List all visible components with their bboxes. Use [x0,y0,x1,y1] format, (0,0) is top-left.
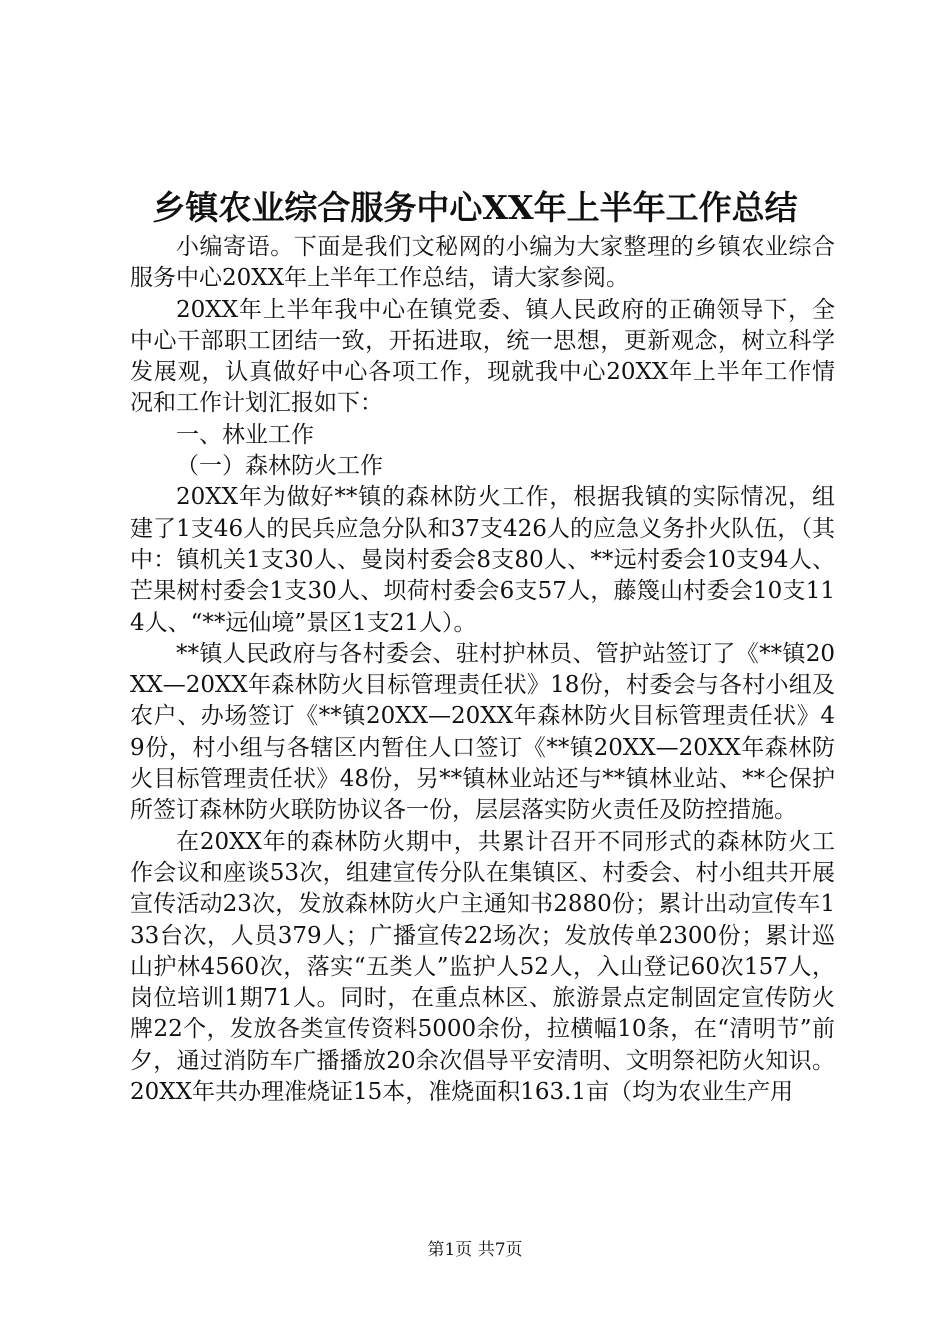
paragraph-fire-teams: 20XX年为做好**镇的森林防火工作，根据我镇的实际情况，组建了1支46人的民兵应急分队和37支426人的应急义务扑火队伍，（其中：镇机关1支30人、曼岗村委会8支80人、**远村委会10支94人、芒果树村委会1支30人、坝荷村委会6支57人，藤篾山村委会10支114人、“**远仙境”景区1支21人）。 [130,484,835,636]
subsection-heading-fire-prevention: （一）森林防火工作 [176,453,383,480]
paragraph-responsibility-agreements: **镇人民政府与各村委会、驻村护林员、管护站签订了《**镇20XX—20XX年森林防火目标管理责任状》18份，村委会与各村小组及农户、办场签订《**镇20XX—20XX年森林防火目标管理责任状》49份，村小组与各辖区内暂住人口签订《**镇20XX—20XX年森林防火目标管理责任状》48份，另**镇林业站还与**镇林业站、**仑保护所签订森林防火联防协议各一份，层层落实防火责任及防控措施。 [130,640,835,824]
paragraph-fire-season-activities: 在20XX年的森林防火期中，共累计召开不同形式的森林防火工作会议和座谈53次，组建宣传分队在集镇区、村委会、村小组共开展宣传活动23次，发放森林防火户主通知书2880份；累计出动宣传车133台次，人员379人；广播宣传22场次；发放传单2300份；累计巡山护林4560次，落实“五类人”监护人52人，入山登记60次157人，岗位培训1期71人。同时，在重点林区、旅游景点定制固定宣传防火牌22个，发放各类宣传资料5000余份，拉横幅10条，在“清明节”前夕，通过消防车广播播放20余次倡导平安清明、文明祭祀防火知识。20XX年共办理准烧证15本，准烧面积163.1亩（均为农业生产用 [130,828,835,1106]
document-body [130,232,835,1108]
page-footer: 第1页 共7页 [427,1240,523,1260]
document-title: 乡镇农业综合服务中心XX年上半年工作总结 [152,188,798,227]
section-heading-forestry: 一、林业工作 [176,421,314,448]
paragraph-overview: 20XX年上半年我中心在镇党委、镇人民政府的正确领导下，全中心干部职工团结一致，开拓进取，统一思想，更新观念，树立科学发展观，认真做好中心各项工作，现就我中心20XX年上半年工作情况和工作计划汇报如下： [130,296,835,417]
paragraph-intro: 小编寄语。下面是我们文秘网的小编为大家整理的乡镇农业综合服务中心20XX年上半年工作总结，请大家参阅。 [130,234,835,292]
